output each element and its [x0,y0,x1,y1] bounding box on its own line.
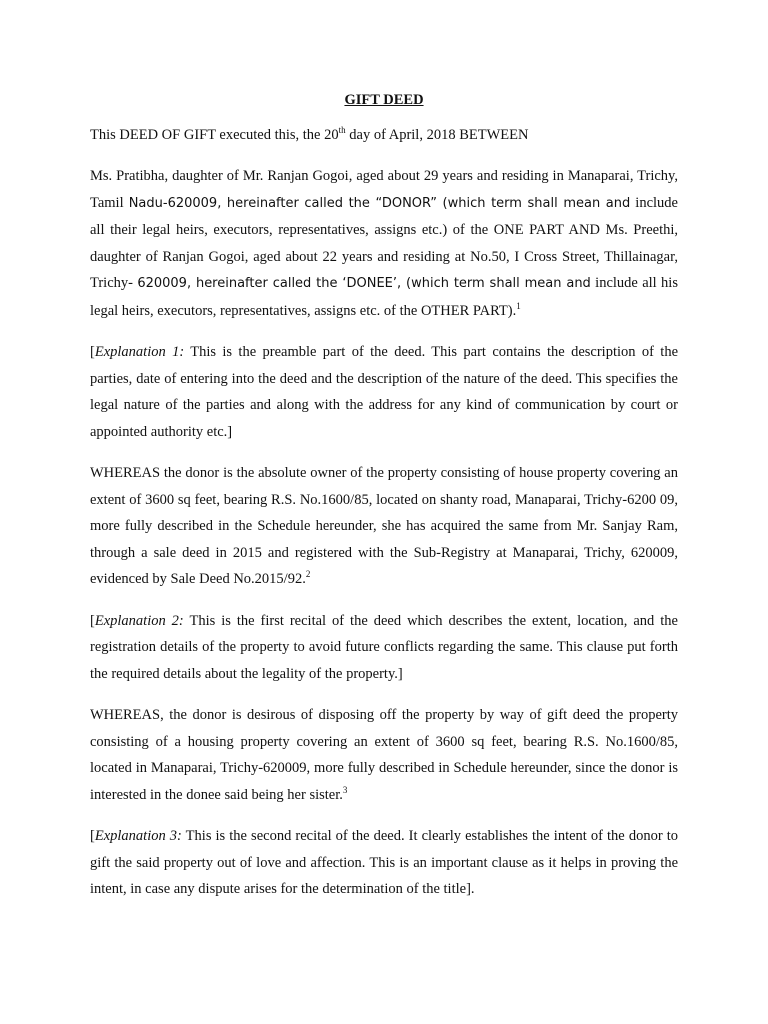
parties-text-e: include all his legal heirs, executors, representatives, assigns etc. of the OTHER PART). [90,275,678,319]
parties-text-a: Ms. Pratibha, daughter of Mr. Ranjan Gogoi, aged about 29 years and residing in Manaparai, Trichy, Tamil [90,168,678,211]
footnote-ref-3: 3 [342,784,348,795]
recital-2-paragraph [90,702,678,808]
parties-paragraph [90,163,678,324]
explanation-2-text: This is the first recital of the deed which describes the extent, location, and the registration details of the property to avoid future conflicts regarding the same. This clause put forth the required details about the legality of the property.] [90,612,678,682]
document-page [90,92,678,918]
opening-day-suffix: th [338,125,346,136]
parties-text-c: include all their legal heirs, executors, representatives, assigns etc.) of the ONE PART AND Ms. Preethi, daughter of Ranjan Gogoi, aged about 22 years and residing at No.50, I Cross Street, Thillainagar, Trichy- [90,194,678,291]
explanation-3-label: Explanation 3: [94,828,182,844]
explanation-1-label: Explanation 1: [94,344,185,360]
explanation-3-bracket: [ [90,828,95,844]
explanation-1-text: This is the preamble part of the deed. This part contains the description of the parties, date of entering into the deed and the description of the nature of the deed. This specifies the legal nature of the parties and along with the address for any kind of communication by court or appointed authority etc.] [90,344,678,440]
parties-text-b: Nadu-620009, hereinafter called the “DONOR” (which term shall mean and [128,195,631,211]
explanation-2-paragraph [90,608,678,688]
document-title: GIFT DEED [344,92,424,108]
recital-2-text: WHEREAS, the donor is desirous of disposing off the property by way of gift deed the property consisting of a housing property covering an extent of 3600 sq feet, bearing R.S. No.1600/85, located in Manaparai, Trichy-620009, more fully described in Schedule hereunder, since the donor is interested in the donee said being her sister. [90,707,678,803]
parties-text-d: 620009, hereinafter called the ‘DONEE’, (which term shall mean and [137,276,591,291]
explanation-2-bracket: [ [90,612,95,629]
explanation-3-paragraph [90,823,678,903]
explanation-2-label: Explanation 2: [94,612,184,629]
explanation-1-paragraph [90,339,678,445]
opening-day: 20 [324,127,339,143]
recital-1-paragraph [90,460,678,593]
recital-1-text: WHEREAS the donor is the absolute owner of the property consisting of house property covering an extent of 3600 sq feet, bearing R.S. No.1600/85, located on shanty road, Manaparai, Trichy-6200 09, more fully described in the Schedule hereunder, she has acquired the same from Mr. Sanjay Ram, through a sale deed in 2015 and registered with the Sub-Registry at Manaparai, Trichy, 620009, evidenced by Sale Deed No.2015/92. [90,465,678,587]
footnote-ref-2: 2 [305,569,311,580]
explanation-3-text: This is the second recital of the deed. It clearly establishes the intent of the donor to gift the said property out of love and affection. This is an important clause as it helps in proving the intent, in case any dispute arises for the determination of the title]. [90,828,678,897]
explanation-1-bracket: [ [90,344,95,360]
footnote-ref-1: 1 [516,300,521,311]
opening-post: day of April, 2018 BETWEEN [349,127,529,143]
deed-opening-line [90,125,678,145]
opening-pre: This DEED OF GIFT executed this, the [90,127,321,143]
